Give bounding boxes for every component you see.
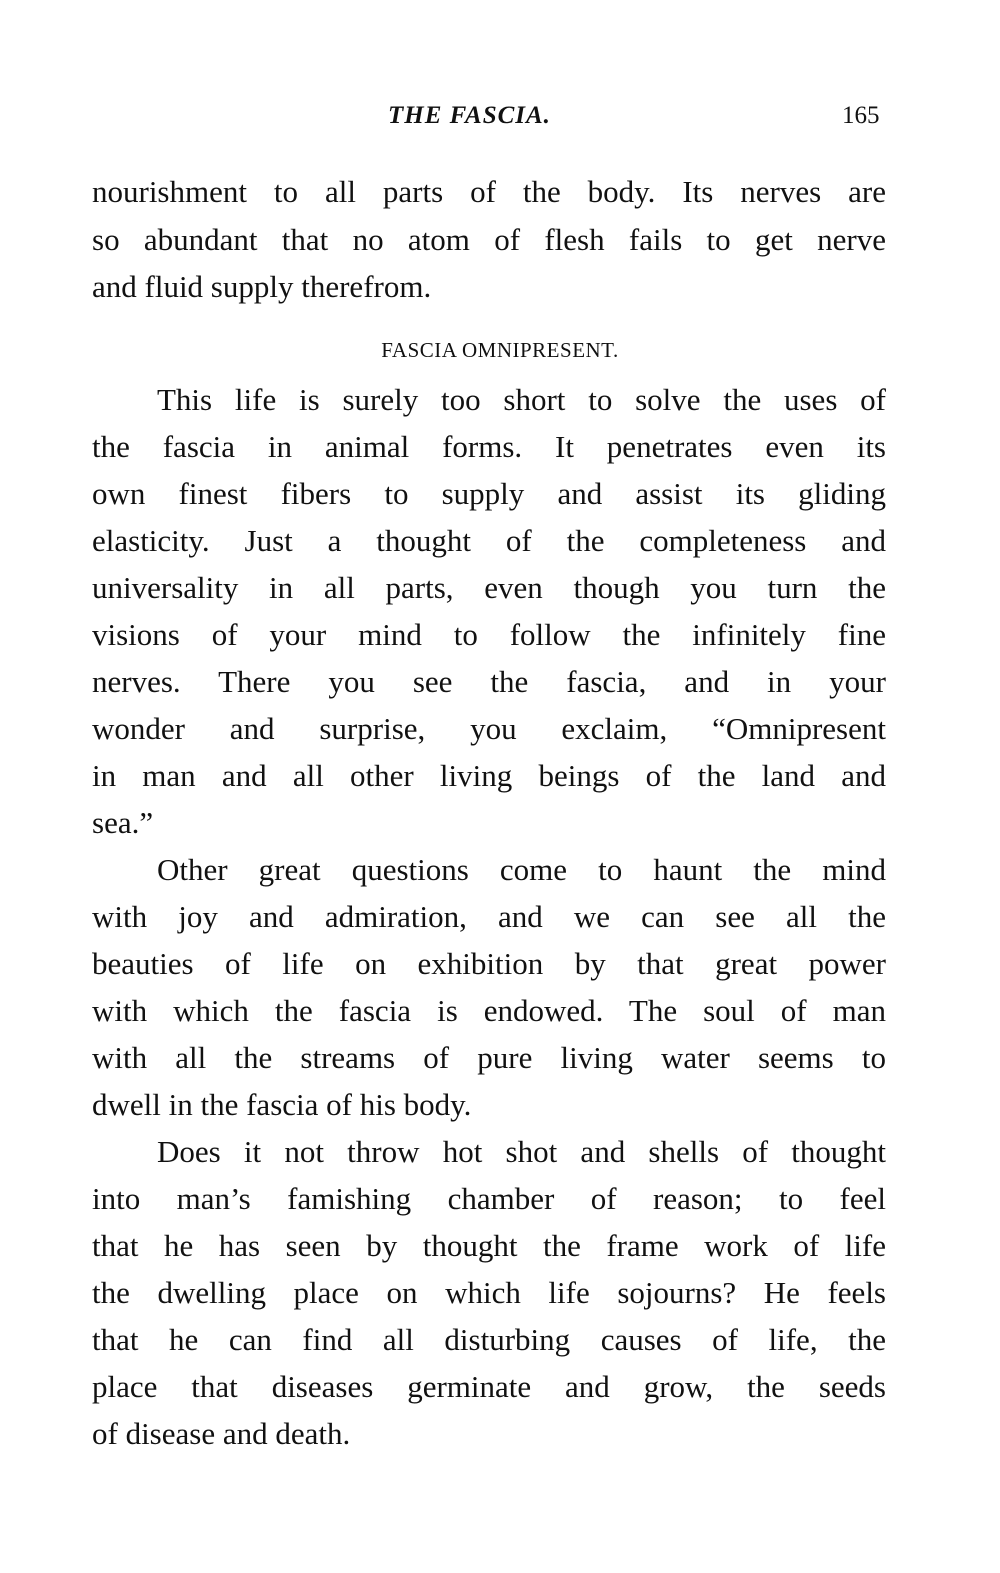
text-line: of disease and death. (92, 1416, 351, 1451)
text-line: beauties of life on exhibition by that great power (92, 946, 886, 981)
text-line: universality in all parts, even though you turn the (92, 570, 886, 605)
text-line: nerves. There you see the fascia, and in your (92, 664, 886, 699)
text-line: and fluid supply therefrom. (92, 269, 432, 304)
text-line: that he can find all disturbing causes of life, the (92, 1322, 886, 1357)
text-line: the dwelling place on which life sojourns? He feels (92, 1275, 886, 1310)
running-title: THE FASCIA. (388, 102, 551, 129)
text-line: own finest fibers to supply and assist its gliding (92, 476, 886, 511)
text-line: Other great questions come to haunt the mind (157, 852, 886, 887)
text-line: sea.” (92, 805, 154, 840)
text-line: with which the fascia is endowed. The soul of man (92, 993, 886, 1028)
text-line: elasticity. Just a thought of the completeness and (92, 523, 886, 558)
text-line: so abundant that no atom of flesh fails to get nerve (92, 222, 886, 257)
text-line: Does it not throw hot shot and shells of thought (157, 1134, 886, 1169)
text-line: into man’s famishing chamber of reason; to feel (92, 1181, 886, 1216)
text-line: visions of your mind to follow the infinitely fine (92, 617, 886, 652)
text-line: nourishment to all parts of the body. Its nerves are (92, 174, 886, 209)
running-header (0, 102, 1000, 142)
text-line: with joy and admiration, and we can see all the (92, 899, 886, 934)
text-line: in man and all other living beings of the land and (92, 758, 886, 793)
text-line: This life is surely too short to solve the uses of (157, 382, 886, 417)
text-line: with all the streams of pure living water seems to (92, 1040, 886, 1075)
text-line: wonder and surprise, you exclaim, “Omnipresent (92, 711, 886, 746)
page-number: 165 (842, 102, 880, 129)
section-heading: FASCIA OMNIPRESENT. (381, 338, 619, 362)
text-line: place that diseases germinate and grow, the seeds (92, 1369, 886, 1404)
text-line: dwell in the fascia of his body. (92, 1087, 472, 1122)
text-line: the fascia in animal forms. It penetrates even its (92, 429, 886, 464)
text-line: that he has seen by thought the frame work of life (92, 1228, 886, 1263)
